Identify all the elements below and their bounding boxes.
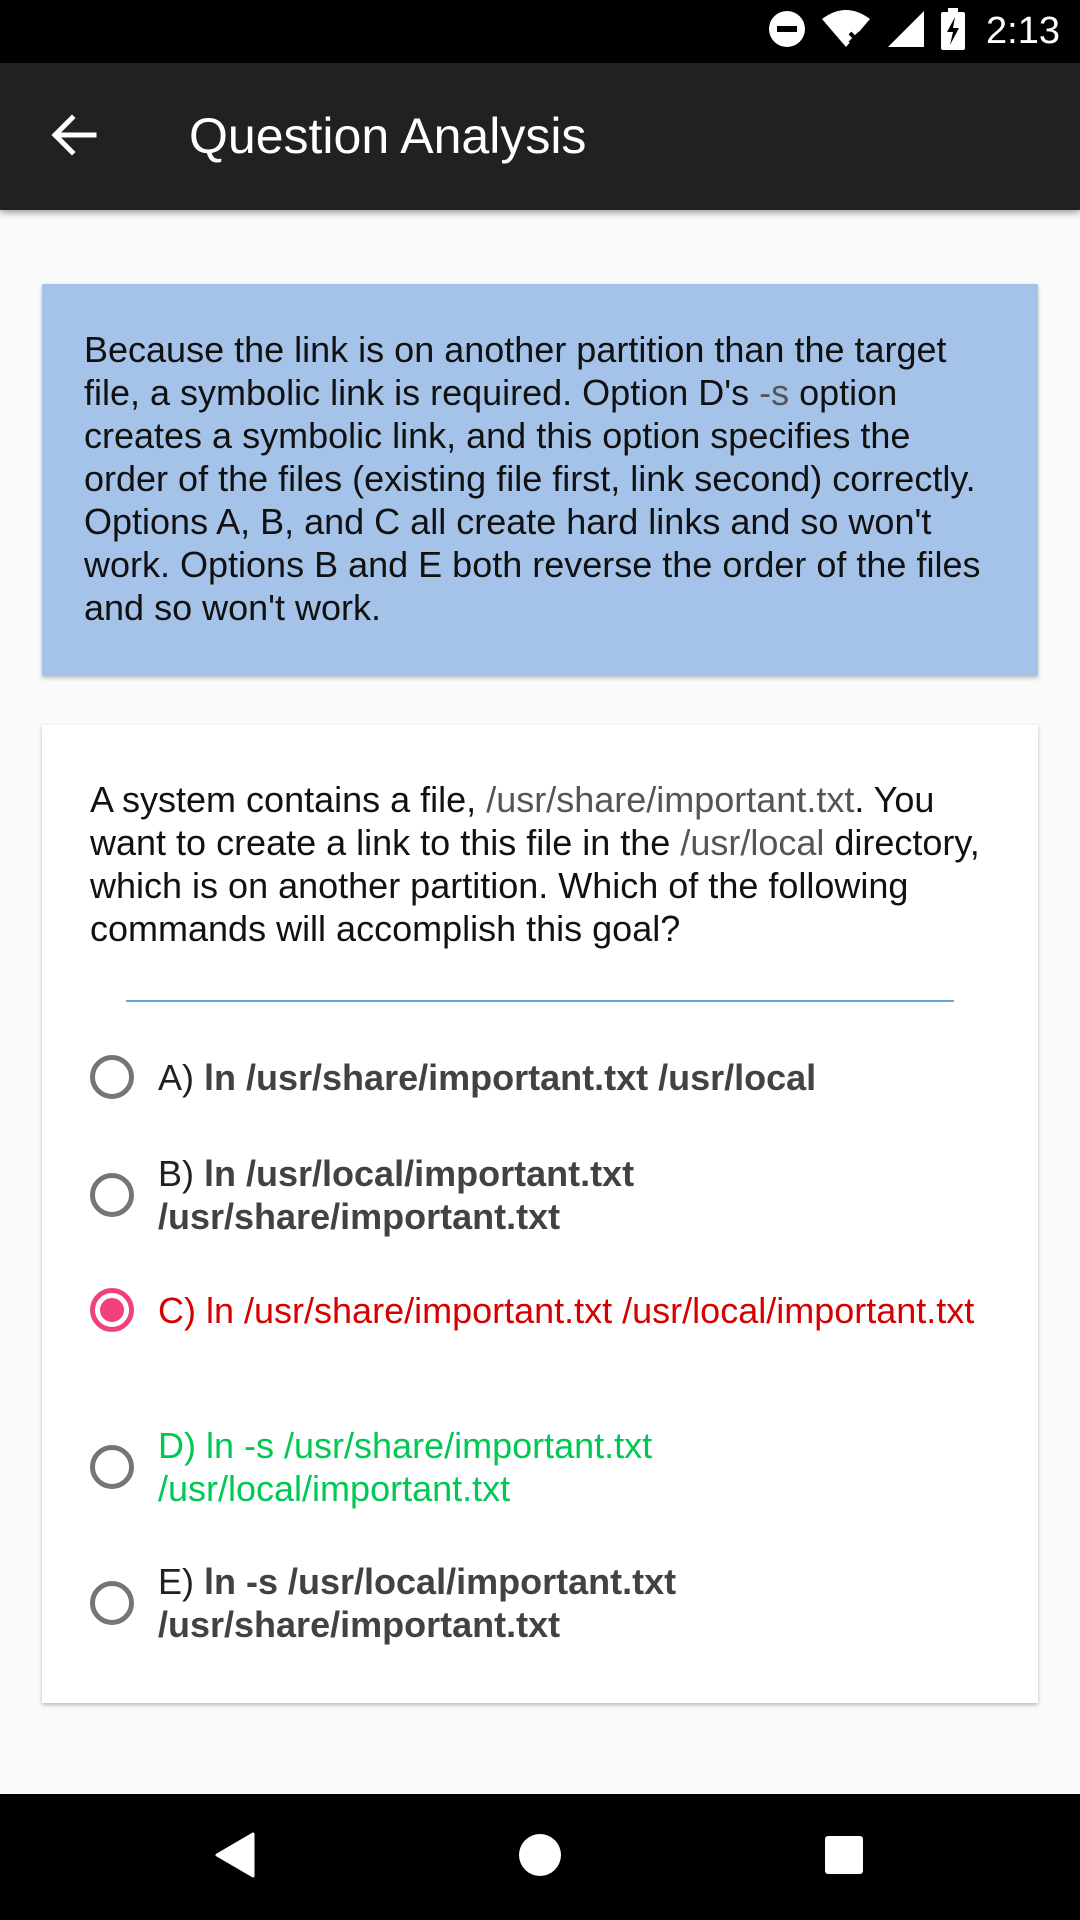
home-circle-icon [518, 1833, 562, 1882]
status-bar [0, 0, 1080, 63]
option-d-letter: D) [158, 1425, 206, 1466]
option-d[interactable] [90, 1424, 990, 1510]
app-bar [0, 63, 1080, 210]
option-c-command: ln /usr/share/important.txt /usr/local/important.txt [206, 1289, 975, 1331]
explanation-text-part1: Because the link is on another partition than the target file, a symbolic link is required. Option D's [84, 329, 947, 413]
option-a-letter: A) [158, 1056, 205, 1098]
option-d-text [158, 1424, 990, 1510]
option-b-text [158, 1152, 990, 1238]
question-card [42, 725, 1038, 1703]
explanation-text [84, 329, 980, 628]
back-triangle-icon [213, 1831, 257, 1884]
battery-charging-icon [940, 8, 966, 55]
option-a-command: ln /usr/share/important.txt /usr/local [204, 1056, 817, 1098]
question-code-dir: /usr/local [680, 822, 825, 863]
nav-recents-button[interactable] [814, 1827, 874, 1887]
question-divider [126, 1000, 954, 1002]
arrow-left-icon [50, 111, 98, 164]
option-e-text [158, 1560, 990, 1646]
wifi-icon [820, 9, 872, 54]
back-button[interactable] [40, 103, 108, 171]
question-text-part3: directory, which is on another partition. Which of the following commands will accomplish this goal? [90, 822, 980, 949]
signal-icon [886, 9, 926, 54]
radio-button-c[interactable] [90, 1288, 134, 1332]
explanation-card [42, 284, 1038, 676]
option-c[interactable] [90, 1288, 990, 1332]
option-e[interactable] [90, 1560, 990, 1646]
explanation-code: -s [759, 372, 790, 413]
option-b-letter: B) [158, 1153, 205, 1194]
option-d-command: ln -s /usr/share/important.txt /usr/local/important.txt [158, 1425, 653, 1509]
radio-button-e[interactable] [90, 1581, 134, 1625]
option-c-letter: C) [158, 1289, 206, 1331]
question-text [90, 778, 990, 950]
option-a-text [158, 1056, 816, 1099]
radio-button-b[interactable] [90, 1173, 134, 1217]
radio-button-d[interactable] [90, 1445, 134, 1489]
nav-home-button[interactable] [510, 1827, 570, 1887]
page-title: Question Analysis [189, 108, 587, 164]
status-time: 2:13 [986, 10, 1060, 52]
option-e-command: ln -s /usr/local/important.txt /usr/share/important.txt [158, 1561, 677, 1645]
option-b-command: ln /usr/local/important.txt /usr/share/important.txt [158, 1153, 635, 1237]
do-not-disturb-icon [768, 10, 806, 53]
question-code-file: /usr/share/important.txt [486, 779, 855, 820]
radio-button-a[interactable] [90, 1055, 134, 1099]
recents-square-icon [824, 1835, 864, 1880]
option-e-letter: E) [158, 1561, 205, 1602]
option-a[interactable] [90, 1055, 990, 1099]
nav-back-button[interactable] [205, 1827, 265, 1887]
explanation-text-part2: option creates a symbolic link, and this option specifies the order of the files (existing file first, link second) correctly. Options A, B, and C all create hard links and so won't work. Options B and E both reverse the order of the files and so won't work. [84, 372, 981, 628]
status-icons [768, 0, 1060, 63]
option-b[interactable] [90, 1152, 990, 1238]
navigation-bar [0, 1794, 1080, 1920]
question-text-part1: A system contains a file, [90, 779, 487, 820]
question-text-part2: . You want to create a link to this file in the [90, 779, 935, 863]
option-c-text [158, 1289, 974, 1332]
